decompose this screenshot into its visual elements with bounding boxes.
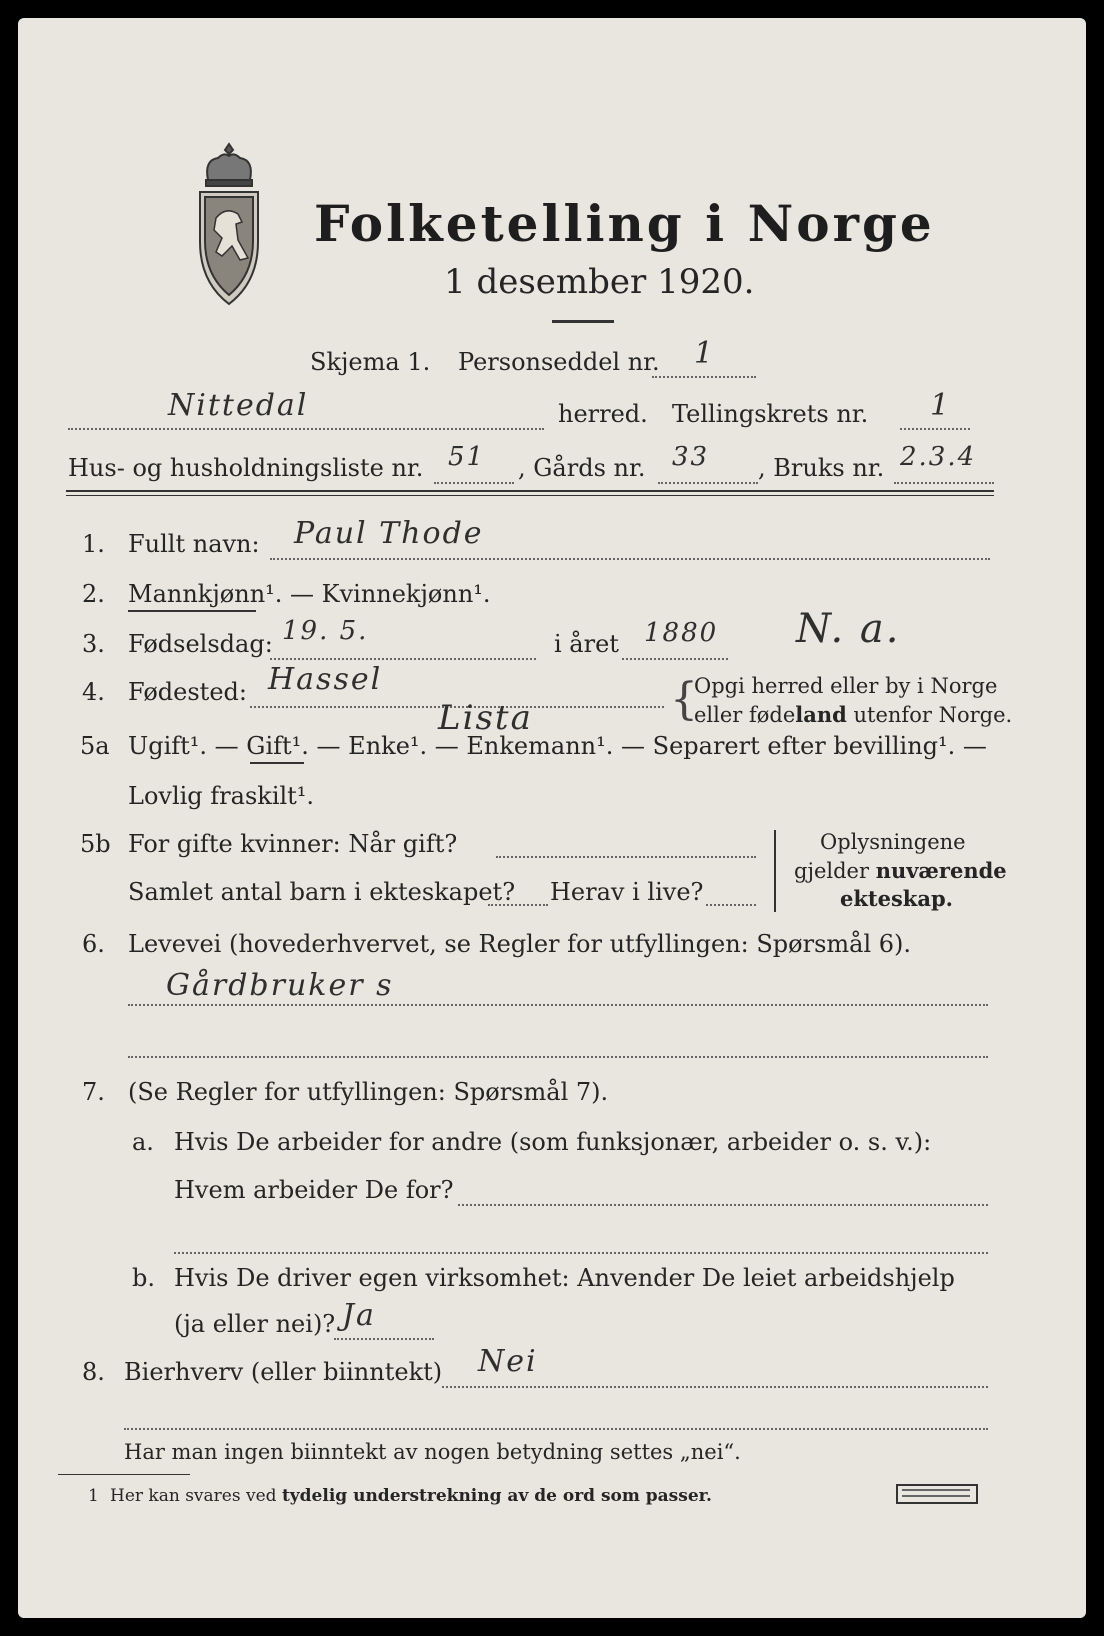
q4-brace: { [670,674,698,725]
footnote-mark: 1 [88,1486,99,1506]
bruks-label: , Bruks nr. [758,454,885,482]
q3-year-value: 1880 [644,618,719,648]
q3-note: N. a. [796,606,901,652]
q7b-line1: Hvis De driver egen virksomhet: Anvender De leiet arbeidshjelp [174,1264,955,1292]
hus-line [434,482,514,484]
header-rule-bottom [66,495,994,496]
printer-stamp-logo [896,1484,978,1504]
form-title: Folketelling i Norge [314,194,935,253]
q7a-line-1 [458,1204,988,1206]
hus-label: Hus- og husholdningsliste nr. [68,454,424,482]
q8-label: Bierhverv (eller biinntekt) [124,1358,443,1386]
q8-value: Nei [478,1344,538,1379]
q5b-note1: Oplysningene [820,830,966,854]
q5a-line1: Ugift¹. — Gift¹. — Enke¹. — Enkemann¹. — Separert efter bevilling¹. — [128,732,987,760]
q3-label: Fødselsdag: [128,630,273,658]
q6-value: Gårdbruker s [166,968,394,1003]
tellingskrets-value: 1 [930,388,952,423]
census-form-sheet [18,18,1086,1618]
q3-line [270,658,536,660]
q7a-line2: Hvem arbeider De for? [174,1176,454,1204]
q8-number: 8. [82,1358,105,1386]
q1-value: Paul Thode [294,516,484,551]
q5a-number: 5a [80,732,110,760]
q1-label: Fullt navn: [128,530,260,558]
tellingskrets-line [900,428,970,430]
q7a-line1: Hvis De arbeider for andre (som funksjonær, arbeider o. s. v.): [174,1128,932,1156]
q1-number: 1. [82,530,105,558]
q5b-number: 5b [80,830,111,858]
q5b-alive-line [706,904,756,906]
q5b-note3: ekteskap. [840,886,953,911]
herred-line [68,428,544,430]
q7b-line [334,1338,434,1340]
q6-line-1 [128,1004,988,1006]
bottom-note: Har man ingen biinntekt av nogen betydning settes „nei“. [124,1440,741,1464]
q5b-line2b: Herav i live? [550,878,704,906]
q7a-number: a. [132,1128,154,1156]
q7b-number: b. [132,1264,155,1292]
q5b-married-line [496,856,756,858]
q4-note-line1: Opgi herred eller by i Norge [694,674,998,698]
q4-note-line2: eller fødeland utenfor Norge. [694,702,1013,727]
schema-label: Skjema 1. [310,348,431,376]
q2-underline-mannkjonn [128,610,256,612]
gards-line [658,482,758,484]
q7b-line2: (ja eller nei)? [174,1310,336,1338]
q5b-line1: For gifte kvinner: Når gift? [128,830,458,858]
q2-number: 2. [82,580,105,608]
herred-value: Nittedal [168,388,309,423]
header-rule-top [66,490,994,492]
footnote-rule [58,1474,190,1475]
form-date: 1 desember 1920. [444,262,755,302]
footnote-text: Her kan svares ved tydelig understrekning av de ord som passer. [110,1486,712,1506]
q7-number: 7. [82,1078,105,1106]
gards-value: 33 [672,442,710,472]
q3-year-line [622,658,728,660]
personseddel-value: 1 [694,336,716,371]
norwegian-coat-of-arms-icon [186,140,272,310]
personseddel-line [652,376,756,378]
q7b-value: Ja [342,1298,376,1333]
q7a-line-2 [174,1252,988,1254]
q6-line-2 [128,1056,988,1058]
gards-label: , Gårds nr. [518,454,646,482]
q8-line-2 [124,1428,988,1430]
q4-value-2: Lista [438,698,533,738]
q4-label: Fødested: [128,678,247,706]
q3-year-label: i året [554,630,619,658]
q3-value: 19. 5. [282,616,369,646]
title-divider [552,320,614,323]
herred-label: herred. [558,400,648,428]
q5b-note2: gjelder nuværende [794,858,1007,883]
q5b-bracket-left [774,830,776,912]
q8-line-1 [442,1386,988,1388]
q4-value: Hassel [268,662,383,697]
q5a-line2: Lovlig fraskilt¹. [128,782,315,810]
q6-number: 6. [82,930,105,958]
q5b-line2a: Samlet antal barn i ekteskapet? [128,878,516,906]
tellingskrets-label: Tellingskrets nr. [672,400,869,428]
q5a-underline-gift [250,762,304,764]
bruks-line [894,482,994,484]
q6-label: Levevei (hovederhvervet, se Regler for utfyllingen: Spørsmål 6). [128,930,912,958]
q2-label: Mannkjønn¹. — Kvinnekjønn¹. [128,580,491,608]
q3-number: 3. [82,630,105,658]
q7-label: (Se Regler for utfyllingen: Spørsmål 7). [128,1078,609,1106]
q4-number: 4. [82,678,105,706]
personseddel-label: Personseddel nr. [458,348,660,376]
q5b-children-line [488,904,548,906]
q1-line [270,558,990,560]
bruks-value: 2.3.4 [900,442,977,472]
hus-value: 51 [448,442,486,472]
